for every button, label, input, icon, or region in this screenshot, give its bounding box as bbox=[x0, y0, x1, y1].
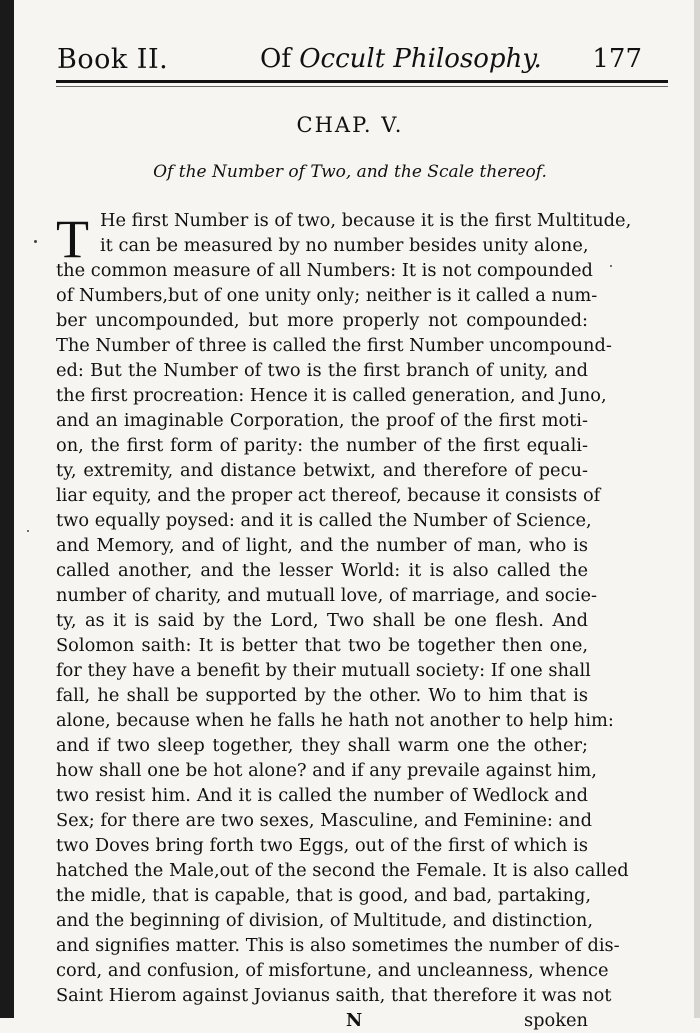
text-line: two Doves bring forth two Eggs, out of the first of which is bbox=[56, 835, 588, 856]
text-line: and if two sleep together, they shall warm one the other; bbox=[56, 735, 588, 756]
text-line: two resist him. And it is called the number of Wedlock and bbox=[56, 785, 588, 806]
title-prefix: Of bbox=[260, 44, 300, 74]
text-line: the first procreation: Hence it is called generation, and Juno, bbox=[56, 385, 607, 406]
text-line: Sex; for there are two sexes, Masculine, and Feminine: and bbox=[56, 810, 592, 831]
text-line: and the beginning of division, of Multitude, and distinction, bbox=[56, 910, 594, 931]
text-line: Solomon saith: It is better that two be together then one, bbox=[56, 635, 588, 656]
text-line: and Memory, and of light, and the number of man, who is bbox=[56, 535, 588, 556]
text-line: liar equity, and the proper act thereof, because it consists of bbox=[56, 485, 601, 506]
book-label: Book II. bbox=[57, 44, 169, 75]
text-line: it can be measured by no number besides unity alone, bbox=[100, 235, 589, 256]
page-number: 177 bbox=[592, 44, 642, 74]
text-line: how shall one be hot alone? and if any prevaile against him, bbox=[56, 760, 597, 781]
text-line: and an imaginable Corporation, the proof of the first moti- bbox=[56, 410, 588, 431]
text-line: of Numbers,but of one unity only; neither is it called a num- bbox=[56, 285, 598, 306]
text-line: ed: But the Number of two is the first branch of unity, and bbox=[56, 360, 588, 381]
title-italic: Occult Philosophy. bbox=[299, 44, 542, 74]
text-line: ber uncompounded, but more properly not compounded: bbox=[56, 310, 588, 331]
text-line: called another, and the lesser World: it is also called the bbox=[56, 560, 588, 581]
page-gutter-shadow bbox=[0, 0, 14, 1018]
text-line: number of charity, and mutuall love, of marriage, and socie- bbox=[56, 585, 597, 606]
text-line: ty, extremity, and distance betwixt, and therefore of pecu- bbox=[56, 460, 588, 481]
print-speck bbox=[34, 240, 37, 243]
header-rule-thin bbox=[56, 86, 668, 87]
text-line: and signifies matter. This is also sometimes the number of dis- bbox=[56, 935, 620, 956]
text-line: hatched the Male,out of the second the Female. It is also called bbox=[56, 860, 629, 881]
header-rule bbox=[56, 80, 668, 83]
page-footer bbox=[56, 1008, 588, 1033]
text-line: for they have a benefit by their mutuall society: If one shall bbox=[56, 660, 591, 681]
text-line: He first Number is of two, because it is the first Multitude, bbox=[100, 210, 632, 231]
text-line: the midle, that is capable, that is good, and bad, partaking, bbox=[56, 885, 591, 906]
page-right-margin bbox=[694, 0, 700, 1018]
text-line: ty, as it is said by the Lord, Two shall be one flesh. And bbox=[56, 610, 588, 631]
book-title bbox=[260, 44, 542, 74]
text-line: the common measure of all Numbers: It is not compounded bbox=[56, 260, 593, 281]
text-line: The Number of three is called the first Number uncompound- bbox=[56, 335, 612, 356]
print-speck bbox=[610, 265, 612, 267]
text-line: cord, and confusion, of misfortune, and uncleanness, whence bbox=[56, 960, 609, 981]
signature-mark: N bbox=[346, 1010, 363, 1031]
text-line: Saint Hierom against Jovianus saith, that therefore it was not bbox=[56, 985, 612, 1006]
catchword: spoken bbox=[524, 1010, 588, 1031]
running-head bbox=[55, 38, 670, 78]
body-text bbox=[56, 208, 632, 1033]
text-line: two equally poysed: and it is called the Number of Science, bbox=[56, 510, 592, 531]
print-speck bbox=[27, 530, 29, 532]
text-line: on, the first form of parity: the number of the first equali- bbox=[56, 435, 588, 456]
chapter-subtitle: Of the Number of Two, and the Scale thereof. bbox=[153, 162, 547, 182]
drop-cap: T bbox=[56, 209, 89, 269]
chapter-heading: CHAP. V. bbox=[296, 113, 404, 137]
text-line: alone, because when he falls he hath not another to help him: bbox=[56, 710, 614, 731]
text-line: fall, he shall be supported by the other. Wo to him that is bbox=[56, 685, 588, 706]
